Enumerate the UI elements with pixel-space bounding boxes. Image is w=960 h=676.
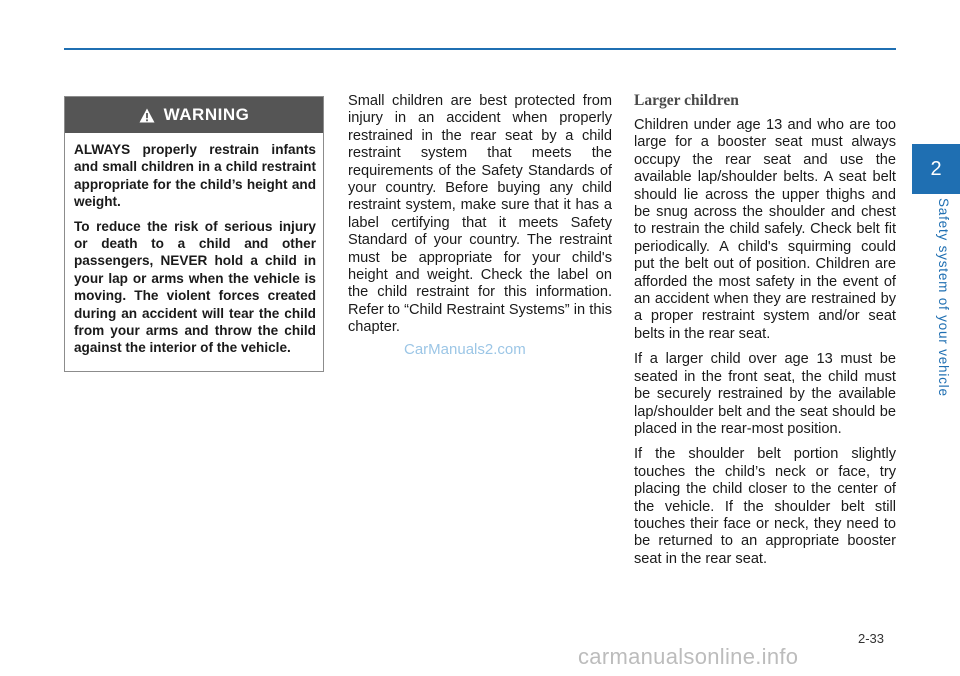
watermark-footer: carmanualsonline.info [578, 644, 799, 669]
warning-box [64, 96, 324, 372]
chapter-number-tab: 2 [912, 144, 960, 194]
warning-body [65, 133, 323, 357]
warning-paragraph: ALWAYS properly restrain infants and small children in a child restraint appropriate for the child’s height and weight. [74, 142, 316, 210]
body-paragraph: Small children are best protected from injury in an accident when properly restrained in the rear seat by a child restraint system that meets the requirements of the Safety Standards of your country. Before buying any child restraint system, make sure that it has a label certifying that it meets Safety Standard of your country. The restraint must be appropriate for your child's height and weight. Check the label on the child restraint for this information. Refer to “Child Restraint Systems” in this chapter. [348, 93, 612, 336]
body-paragraph: Children under age 13 and who are too large for a booster seat must always occupy the rear seat and use the available lap/shoulder belts. A seat belt should lie across the upper thighs and be snug across the shoulder and chest to restrain the child safely. Check belt fit periodically. A child's squirming could put the belt out of position. Children are afforded the most safety in the event of an accident when they are restrained by a proper restraint system and/or seat belts in the rear seat. [634, 117, 896, 342]
body-paragraph: If the shoulder belt portion slightly touches the child’s neck or face, try placing the child closer to the center of the vehicle. If the shoulder belt still touches their face or neck, they need to be returned to an appropriate booster seat in the rear seat. [634, 446, 896, 567]
page-number: 2-33 [858, 631, 885, 646]
warning-header [65, 97, 323, 133]
header-rule [64, 48, 896, 50]
watermark-link[interactable]: CarManuals2.com [404, 341, 526, 358]
section-heading-larger-children: Larger children [634, 92, 739, 109]
warning-triangle-icon [139, 108, 155, 123]
middle-column [348, 93, 612, 345]
warning-paragraph: To reduce the risk of serious injury or death to a child and other passengers, NEVER hold a child in your lap or arms when the vehicle is moving. The violent forces created during an accident will tear the child from your arms and throw the child against the interior of the vehicle. [74, 218, 316, 356]
right-column [634, 117, 896, 576]
warning-title: WARNING [163, 105, 250, 124]
body-paragraph: If a larger child over age 13 must be seated in the front seat, the child must be securely restrained by the available lap/shoulder belt and the seat should be placed in the rear-most position. [634, 351, 896, 437]
chapter-title: Safety system of your vehicle [936, 198, 951, 397]
